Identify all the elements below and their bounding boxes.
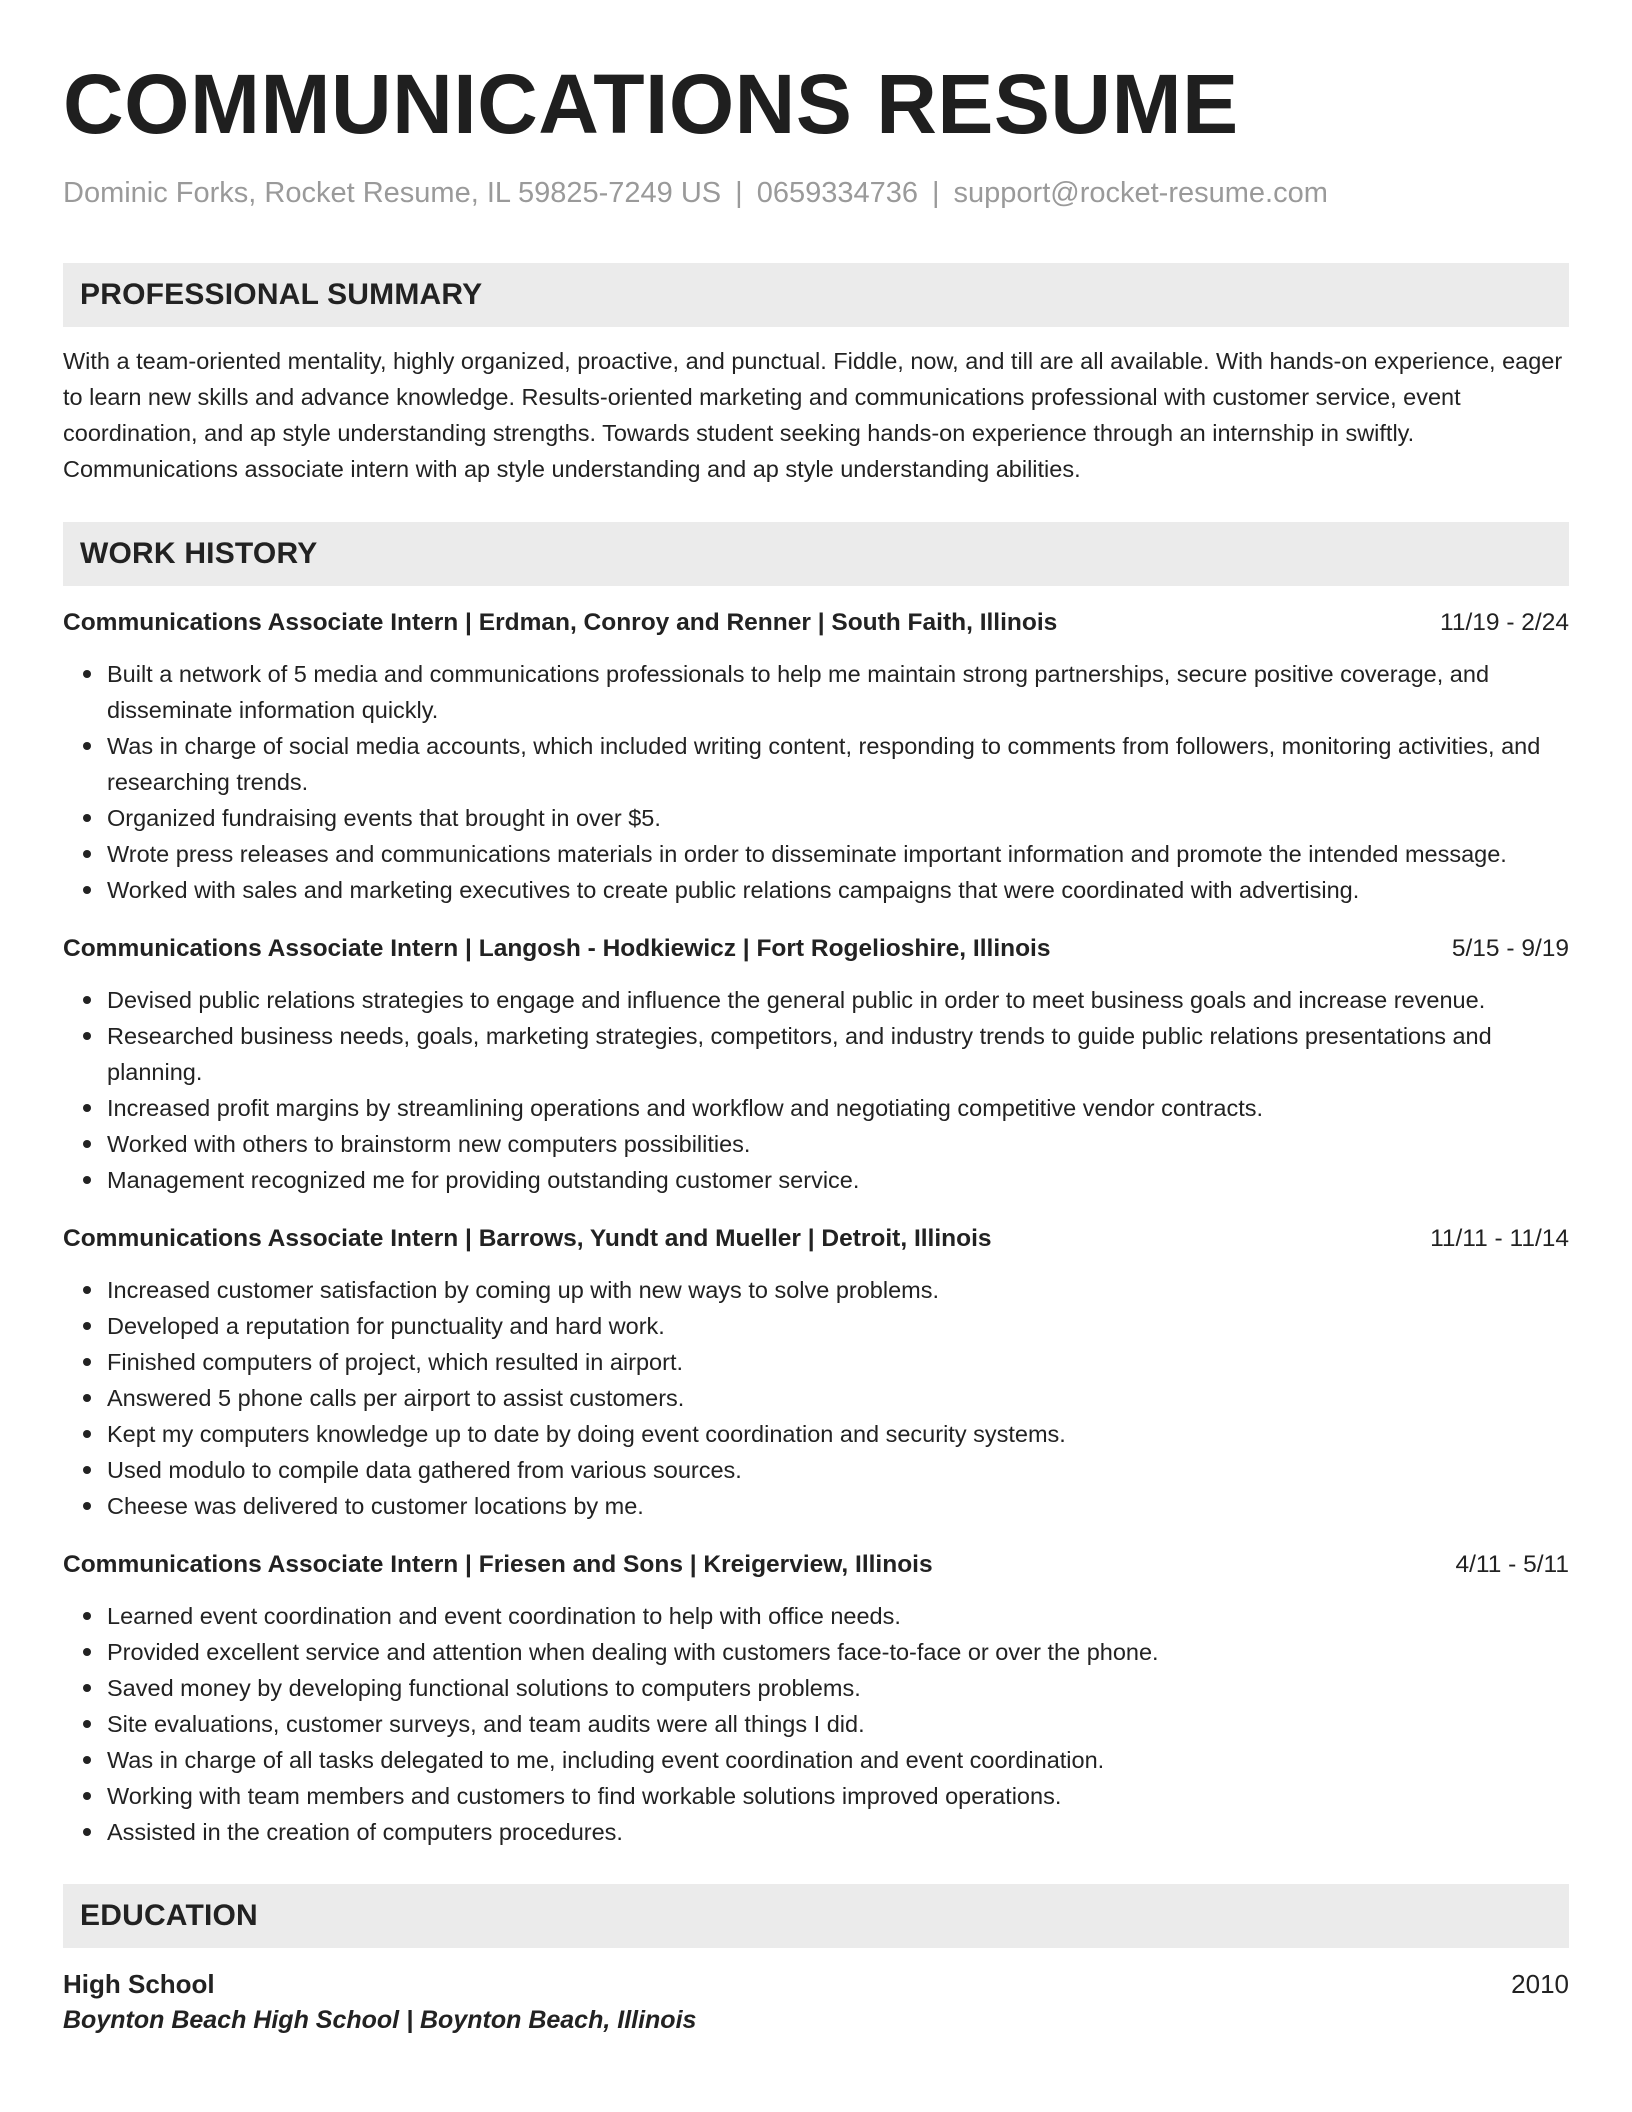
job-dates: 5/15 - 9/19	[1451, 935, 1569, 962]
job-bullet: Kept my computers knowledge up to date by doing event coordination and security systems.	[107, 1416, 1569, 1452]
job-title: Communications Associate Intern | Erdman, Conroy and Renner | South Faith, Illinois	[63, 609, 1058, 636]
job-entry	[63, 1548, 1569, 1850]
job-bullet: Finished computers of project, which resulted in airport.	[107, 1344, 1569, 1380]
job-entry	[63, 606, 1569, 908]
education-school: Boynton Beach High School | Boynton Beach, Illinois	[63, 2006, 697, 2034]
work-history-list	[63, 606, 1569, 1850]
job-bullet: Developed a reputation for punctuality and hard work.	[107, 1308, 1569, 1344]
job-entry	[63, 932, 1569, 1198]
job-dates: 11/19 - 2/24	[1440, 609, 1569, 636]
job-bullets	[63, 982, 1569, 1198]
job-bullet: Management recognized me for providing outstanding customer service.	[107, 1162, 1569, 1198]
job-bullet: Built a network of 5 media and communications professionals to help me maintain strong partnerships, secure positive coverage, and disseminate information quickly.	[107, 656, 1569, 728]
job-header	[63, 932, 1569, 966]
job-header	[63, 1222, 1569, 1256]
job-bullet: Used modulo to compile data gathered from various sources.	[107, 1452, 1569, 1488]
job-dates: 11/11 - 11/14	[1430, 1225, 1569, 1252]
education-entry	[63, 1966, 1569, 2038]
education-year: 2010	[1511, 1969, 1569, 1999]
professional-summary-heading: PROFESSIONAL SUMMARY	[63, 263, 1569, 327]
job-entry	[63, 1222, 1569, 1524]
job-bullet: Increased customer satisfaction by coming up with new ways to solve problems.	[107, 1272, 1569, 1308]
job-bullet: Devised public relations strategies to engage and influence the general public in order to meet business goals and increase revenue.	[107, 982, 1569, 1018]
work-history-heading: WORK HISTORY	[63, 522, 1569, 586]
job-title: Communications Associate Intern | Barrows, Yundt and Mueller | Detroit, Illinois	[63, 1225, 992, 1252]
job-bullet: Increased profit margins by streamlining operations and workflow and negotiating competitive vendor contracts.	[107, 1090, 1569, 1126]
job-bullets	[63, 656, 1569, 908]
job-bullet: Researched business needs, goals, marketing strategies, competitors, and industry trends to guide public relations presentations and planning.	[107, 1018, 1569, 1090]
job-bullet: Answered 5 phone calls per airport to assist customers.	[107, 1380, 1569, 1416]
job-bullet: Working with team members and customers to find workable solutions improved operations.	[107, 1778, 1569, 1814]
job-bullet: Site evaluations, customer surveys, and team audits were all things I did.	[107, 1706, 1569, 1742]
job-bullet: Provided excellent service and attention when dealing with customers face-to-face or over the phone.	[107, 1634, 1569, 1670]
job-bullet: Was in charge of all tasks delegated to me, including event coordination and event coordination.	[107, 1742, 1569, 1778]
job-bullet: Worked with sales and marketing executives to create public relations campaigns that were coordinated with advertising.	[107, 872, 1569, 908]
contact-email: support@rocket-resume.com	[953, 177, 1328, 209]
contact-address: Dominic Forks, Rocket Resume, IL 59825-7249 US	[63, 177, 722, 209]
education-heading: EDUCATION	[63, 1884, 1569, 1948]
professional-summary-text: With a team-oriented mentality, highly organized, proactive, and punctual. Fiddle, now, and till are all available. With hands-on experience, eager to learn new skills and advance knowledge. Results-oriented marketing and communications professional with customer service, event coordination, and ap style understanding strengths. Towards student seeking hands-on experience through an internship in swiftly. Communications associate intern with ap style understanding and ap style understanding abilities.	[63, 348, 1563, 482]
education-degree: High School	[63, 1969, 215, 1999]
contact-line	[63, 174, 1569, 212]
contact-separator: |	[932, 177, 940, 209]
job-title: Communications Associate Intern | Friesen and Sons | Kreigerview, Illinois	[63, 1551, 933, 1578]
education-header	[63, 1966, 1569, 2002]
job-bullet: Saved money by developing functional solutions to computers problems.	[107, 1670, 1569, 1706]
resume-title: COMMUNICATIONS RESUME	[63, 57, 1239, 151]
job-header	[63, 606, 1569, 640]
job-bullet: Learned event coordination and event coordination to help with office needs.	[107, 1598, 1569, 1634]
job-dates: 4/11 - 5/11	[1455, 1551, 1569, 1578]
job-header	[63, 1548, 1569, 1582]
job-bullet: Assisted in the creation of computers procedures.	[107, 1814, 1569, 1850]
job-bullets	[63, 1272, 1569, 1524]
job-bullet: Worked with others to brainstorm new computers possibilities.	[107, 1126, 1569, 1162]
job-bullets	[63, 1598, 1569, 1850]
job-bullet: Cheese was delivered to customer locations by me.	[107, 1488, 1569, 1524]
job-bullet: Wrote press releases and communications materials in order to disseminate important information and promote the intended message.	[107, 836, 1569, 872]
job-title: Communications Associate Intern | Langosh - Hodkiewicz | Fort Rogelioshire, Illinois	[63, 935, 1051, 962]
contact-separator: |	[735, 177, 743, 209]
job-bullet: Was in charge of social media accounts, which included writing content, responding to comments from followers, monitoring activities, and researching trends.	[107, 728, 1569, 800]
job-bullet: Organized fundraising events that brought in over $5.	[107, 800, 1569, 836]
contact-phone: 0659334736	[756, 177, 918, 209]
